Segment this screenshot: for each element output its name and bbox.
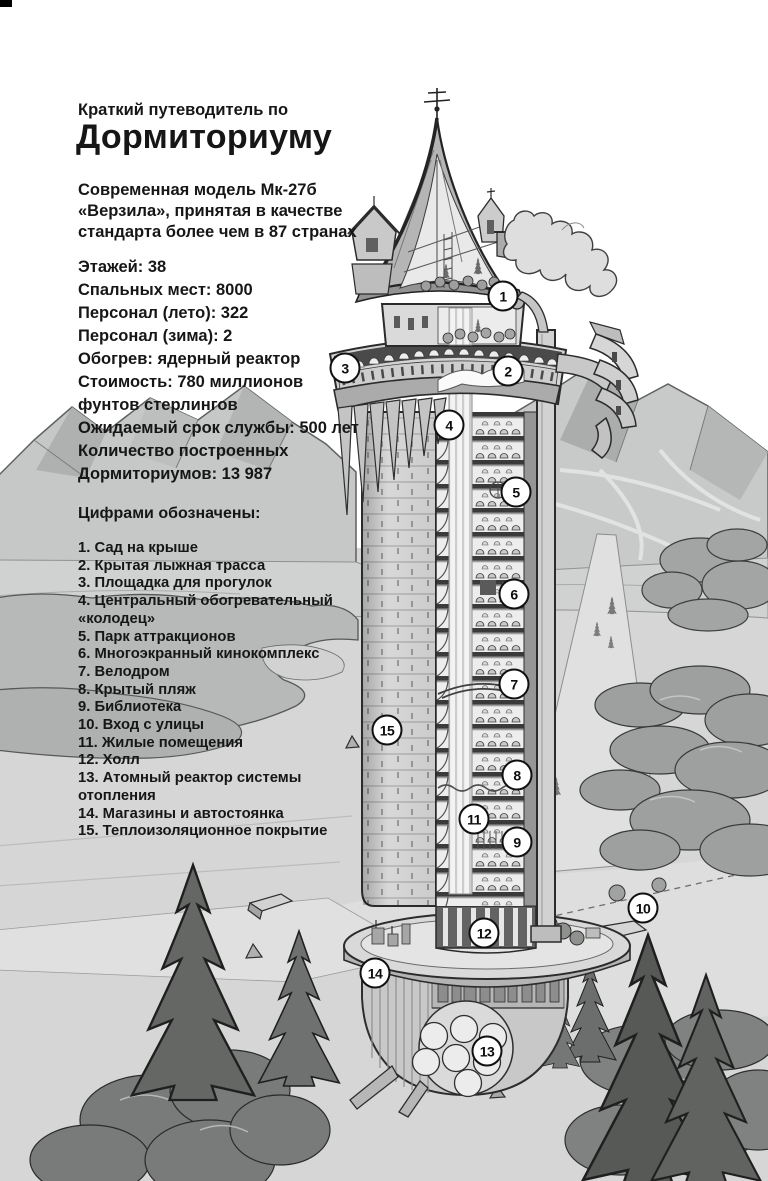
spec-line: Стоимость: 780 миллионов	[78, 373, 304, 391]
callout-number: 14	[360, 958, 391, 989]
legend-line: «колодец»	[78, 610, 156, 627]
legend-line: 14. Магазины и автостоянка	[78, 805, 284, 822]
legend-line: 11. Жилые помещения	[78, 734, 244, 751]
callout-number: 9	[502, 827, 533, 858]
callout-number: 10	[628, 893, 659, 924]
subtitle-line: «Верзила», принятая в качестве	[78, 202, 343, 220]
legend-line: 6. Многоэкранный кинокомплекс	[78, 646, 320, 663]
spec-line: Этажей: 38	[78, 258, 167, 276]
legend-line: 12. Холл	[78, 752, 140, 769]
callout-number: 12	[469, 918, 500, 949]
spec-line: Количество построенных	[78, 442, 289, 460]
legend-line: 9. Библиотека	[78, 699, 182, 716]
subtitle-line: Современная модель Мк-27б	[78, 181, 317, 199]
callout-number: 11	[459, 804, 490, 835]
page-title: Дормиториуму	[76, 118, 333, 156]
spec-line: Ожидаемый срок службы: 500 лет	[78, 419, 359, 437]
legend-line: 13. Атомный реактор системы	[78, 770, 302, 787]
legend-line: 7. Велодром	[78, 663, 170, 680]
legend-line: отопления	[78, 787, 156, 804]
callout-number: 6	[499, 579, 530, 610]
legend-line: 5. Парк аттракционов	[78, 628, 236, 645]
spec-line: Дормиториумов: 13 987	[78, 465, 273, 483]
legend-line: 15. Теплоизоляционное покрытие	[78, 823, 328, 840]
callout-number: 1	[488, 281, 519, 312]
spec-line: Персонал (зима): 2	[78, 327, 233, 345]
callout-number: 2	[493, 356, 524, 387]
legend-line: 2. Крытая лыжная трасса	[78, 557, 266, 574]
callout-number: 8	[502, 760, 533, 791]
legend-line: 8. Крытый пляж	[78, 681, 196, 698]
legend-line: 4. Центральный обогревательный	[78, 593, 333, 610]
spec-line: фунтов стерлингов	[78, 396, 238, 414]
guide-kicker: Краткий путеводитель по	[78, 101, 289, 119]
legend-heading: Цифрами обозначены:	[78, 505, 261, 522]
legend-line: 10. Вход с улицы	[78, 717, 204, 734]
callout-number: 5	[501, 477, 532, 508]
legend-line: 3. Площадка для прогулок	[78, 575, 272, 592]
spec-line: Спальных мест: 8000	[78, 281, 253, 299]
subtitle-line: стандарта более чем в 87 странах	[78, 223, 357, 241]
callout-number: 4	[434, 410, 465, 441]
callout-number: 15	[372, 715, 403, 746]
spec-line: Обогрев: ядерный реактор	[78, 350, 301, 368]
legend-line: 1. Сад на крыше	[78, 540, 198, 556]
callout-number: 13	[472, 1036, 503, 1067]
callout-number: 7	[499, 669, 530, 700]
callout-number: 3	[330, 353, 361, 384]
spec-line: Персонал (лето): 322	[78, 304, 249, 322]
